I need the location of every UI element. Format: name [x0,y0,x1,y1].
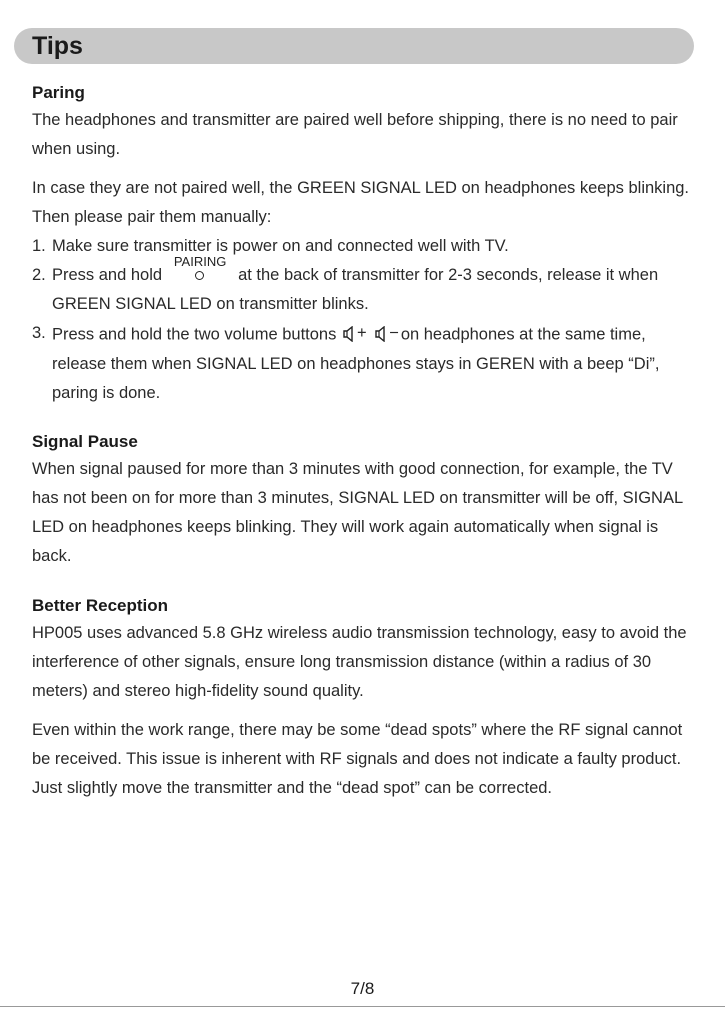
section-signal-pause [32,429,702,571]
volume-up-icon [343,319,367,348]
section-title-paring: Paring [32,83,85,102]
list-item [32,254,702,319]
step-text [52,254,702,319]
section-title-signal-pause: Signal Pause [32,431,138,451]
paragraph: Even within the work range, there may be some “dead spots” where the RF signal cannot be received. This issue is inherent with RF signals and does not indicate a faulty product. Just slightly move the transmitter and the “dead spot” can be corrected. [32,720,683,797]
tips-banner [14,28,694,64]
volume-down-icon [375,319,399,348]
step-text-after: on headphones at the same time, release them when SIGNAL LED on headphones stays in GEREN with a beep “Di”, paring is done. [52,325,660,402]
paragraph: When signal paused for more than 3 minutes with good connection, for example, the TV has not been on for more than 3 minutes, SIGNAL LED on transmitter will be off, SIGNAL LED on headphones keeps blinking. They will work again automatically when signal is back. [32,459,683,565]
page-title: Tips [32,32,83,60]
paragraph: HP005 uses advanced 5.8 GHz wireless audio transmission technology, easy to avoid the interference of other signals, ensure long transmission distance (within a radius of 30 meters) and stereo high-fidelity sound quality. [32,623,687,700]
section-better-reception [32,593,702,803]
content [32,80,702,803]
pairing-dot-icon [195,271,204,280]
step-number: 3. [32,324,46,342]
paragraph: The headphones and transmitter are paired well before shipping, there is no need to pair when using. [32,111,678,158]
list-item [32,319,702,408]
section-title-better-reception: Better Reception [32,595,169,615]
step-number: 1. [32,237,46,255]
pairing-label: PAIRING [173,254,227,269]
bottom-divider [0,1006,725,1007]
paragraph: In case they are not paired well, the GREEN SIGNAL LED on headphones keeps blinking. Then please pair them manually: [32,179,690,226]
minus-sign: − [389,324,399,342]
step-text-after: at the back of transmitter for 2-3 seconds, release it when GREEN SIGNAL LED on transmitter blinks. [52,266,659,313]
step-text [52,319,702,408]
page-number: 7/8 [350,979,375,998]
section-paring [32,80,702,408]
pairing-button-icon [166,254,234,283]
steps-list [32,232,702,408]
list-item [32,232,702,261]
step-text: Make sure transmitter is power on and connected well with TV. [52,237,509,255]
step-number: 2. [32,266,46,284]
step-text-before: Press and hold the two volume buttons [52,325,337,344]
plus-sign: + [356,324,367,342]
step-text-before: Press and hold [52,266,163,284]
